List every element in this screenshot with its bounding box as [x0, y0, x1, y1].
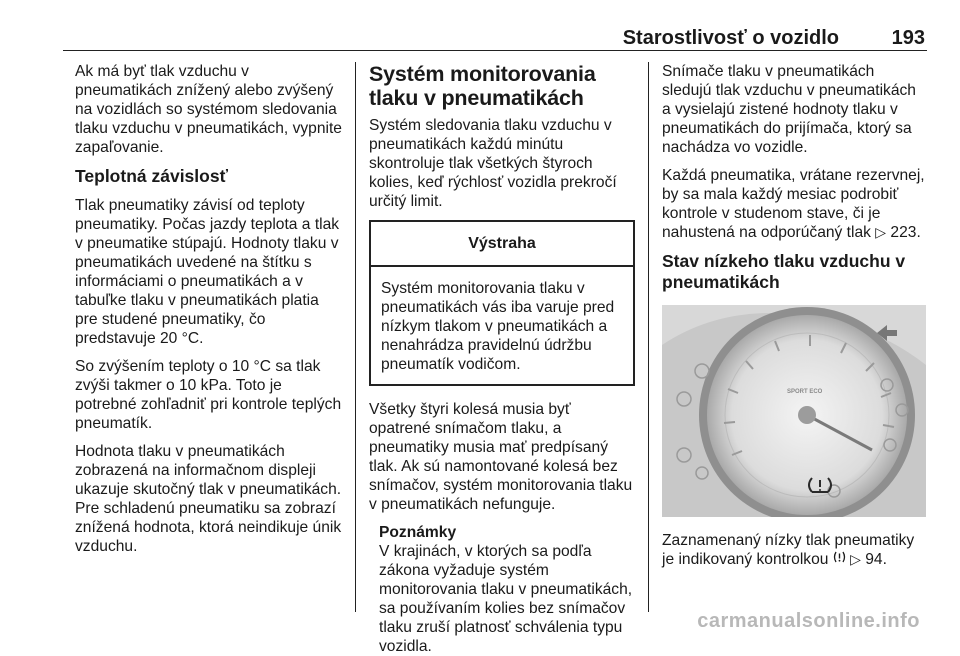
page-header: [63, 24, 927, 51]
paragraph: [662, 166, 926, 242]
caption-text: Zaznamenaný nízky tlak pneumatiky je indikovaný kontrolkou: [662, 532, 915, 568]
section-heading-tpms: Systém monitorovania tlaku v pneumatikách: [369, 62, 596, 110]
tire-pressure-warning-icon: [833, 550, 846, 569]
photo-caption: [662, 531, 926, 569]
page-number: 193: [891, 27, 925, 49]
column-divider: [355, 62, 356, 612]
column-divider: [648, 62, 649, 612]
intro-paragraph: Ak má byť tlak vzduchu v pneumatikách znížený alebo zvýšený na vozidlách so systémom sledovania tlaku vzduchu v pneumatikách, vypnite zapaľovanie.: [75, 63, 342, 156]
paragraph: Systém sledovania tlaku vzduchu v pneumatikách každú minútu skontroluje tlak všetkých štyroch kolies, keď rýchlosť vozidla prekročí určitý limit.: [369, 117, 617, 210]
note-text: V krajinách, v ktorých sa podľa zákona vyžaduje systém monitorovania tlaku v pneumatikách, sa používaním kolies bez snímačov tlaku zruší platnosť schválenia typu vozidla.: [379, 543, 633, 655]
warning-box: [369, 220, 635, 386]
instrument-cluster-photo: [662, 305, 926, 517]
drive-mode-label: SPORT ECO: [787, 389, 823, 395]
paragraph-text: Každá pneumatika, vrátane rezervnej, by sa mala každý mesiac podrobiť kontrole v studenom stave, či je nahustená na odporúčaný tlak: [662, 167, 925, 241]
paragraph: Tlak pneumatiky závisí od teploty pneumatiky. Počas jazdy teplota a tlak v pneumatike stúpajú. Hodnoty tlaku v pneumatikách uvedené na štítku s informáciami o pneumatikách a v tabuľke tlaku v pneumatikách platia pre studené pneumatiky, čo predstavuje 20 °C.: [75, 197, 340, 347]
column-middle: [369, 62, 635, 656]
page-reference: 223.: [890, 224, 921, 241]
page-reference-arrow-icon: ▷: [850, 551, 861, 567]
note-title: Poznámky: [379, 524, 457, 541]
paragraph: Snímače tlaku v pneumatikách sledujú tlak vzduchu v pneumatikách a vysielajú zistené hodnoty tlaku v pneumatikách do prijímača, ktorý sa nachádza vo vozidle.: [662, 63, 916, 156]
page-title: Starostlivosť o vozidlo: [622, 27, 839, 49]
watermark: carmanualsonline.info: [697, 610, 920, 632]
column-left: [75, 62, 343, 565]
page-reference-arrow-icon: ▷: [875, 224, 887, 240]
paragraph: Všetky štyri kolesá musia byť opatrené snímačom tlaku, a pneumatiky musia mať predpísaný tlak. Ak sú namontované kolesá bez snímačov, systém monitorovania tlaku v pneumatikách nefunguje.: [369, 401, 633, 513]
section-heading-low-pressure: Stav nízkeho tlaku vzduchu v pneumatikách: [662, 251, 906, 292]
column-right: [662, 62, 926, 578]
instrument-cluster-illustration: [662, 305, 926, 517]
warning-text: Systém monitorovania tlaku v pneumatikách vás iba varuje pred nízkym tlakom v pneumatikách a nenahrádza pravidelnú údržbu pneumatík vodičom.: [381, 280, 615, 373]
page-reference: 94.: [865, 551, 887, 568]
note-block: [369, 523, 635, 656]
warning-title: Výstraha: [371, 222, 633, 267]
paragraph: Hodnota tlaku v pneumatikách zobrazená na informačnom displeji ukazuje skutočný tlak v pneumatikách. Pre schladenú pneumatiku sa zobrazí znížená hodnota, ktorá neindikuje únik vzduchu.: [75, 443, 342, 555]
paragraph: So zvýšením teploty o 10 °C sa tlak zvýši takmer o 10 kPa. Toto je potrebné zohľadniť pri kontrole teplých pneumatík.: [75, 358, 342, 432]
section-heading-temperature: Teplotná závislosť: [75, 166, 228, 186]
